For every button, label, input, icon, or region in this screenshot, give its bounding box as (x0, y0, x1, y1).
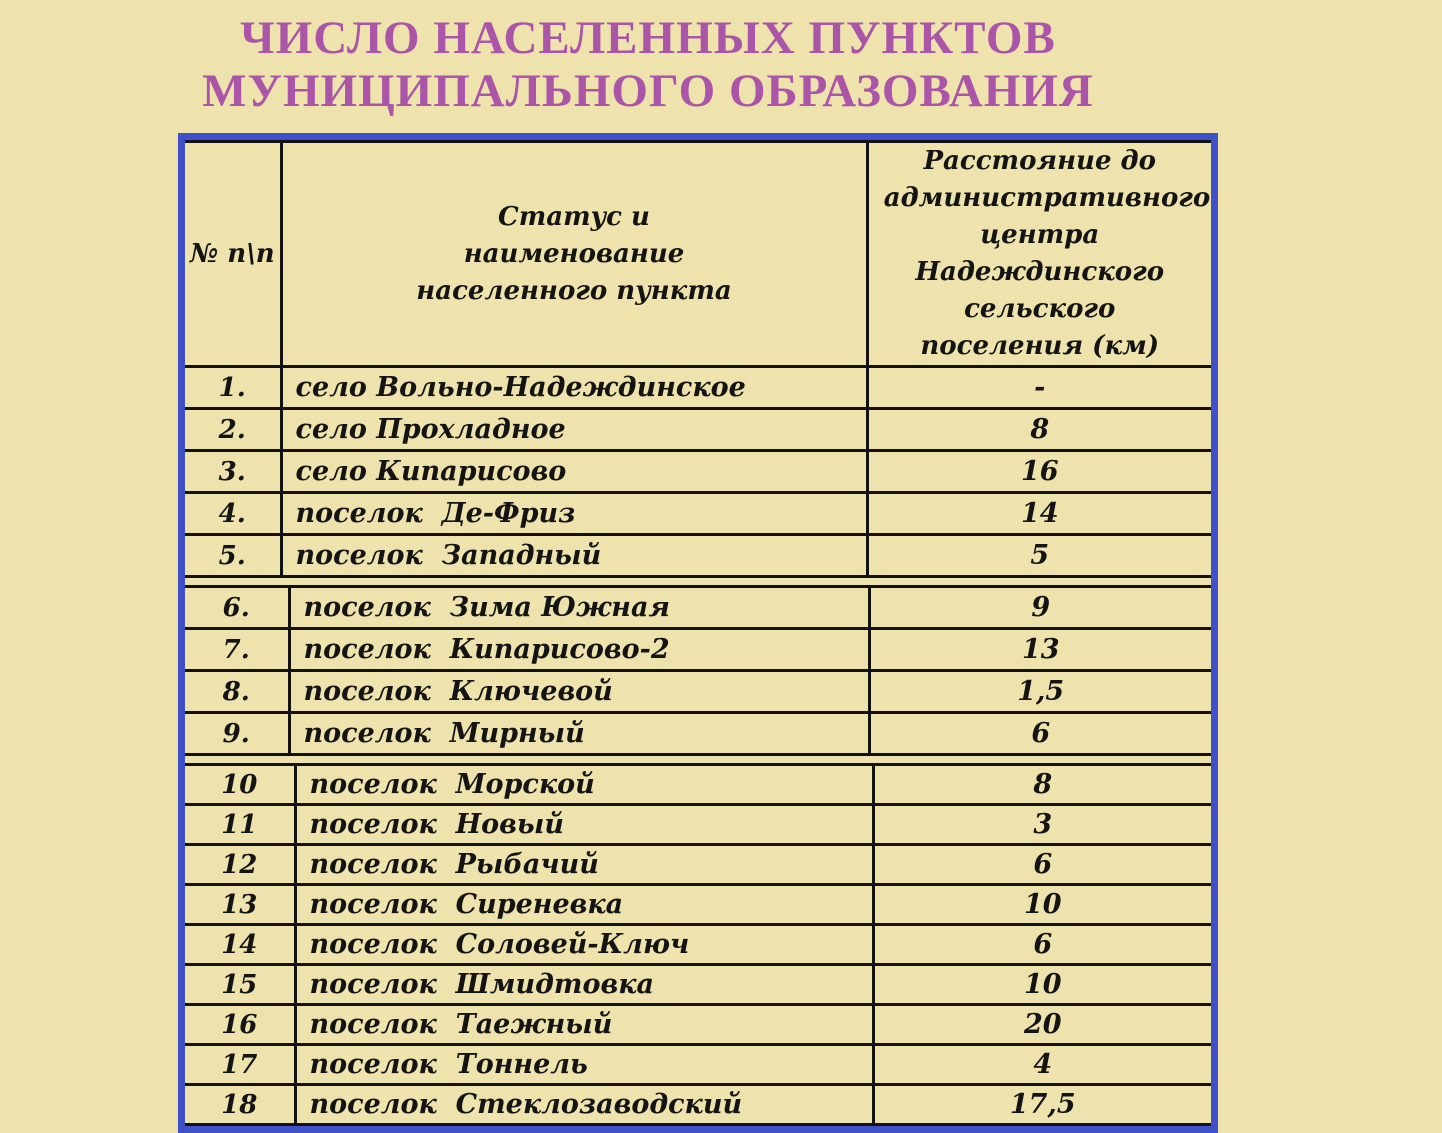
table-row (185, 629, 1211, 671)
table-row (185, 1045, 1211, 1085)
table-block-3 (185, 763, 1211, 1126)
distance-value: 9 (869, 587, 1211, 629)
table-row (185, 493, 1211, 535)
distance-value: 10 (873, 965, 1211, 1005)
column-header-number-label: № п\п (190, 238, 275, 269)
row-number: 17 (221, 1049, 258, 1080)
distance-value: 6 (873, 845, 1211, 885)
settlement-name: село Прохладное (281, 409, 867, 451)
row-number: 4. (218, 498, 246, 529)
settlement-name: поселок Западный (281, 535, 867, 577)
table-row (185, 409, 1211, 451)
table-row (185, 845, 1211, 885)
distance-value: 6 (869, 713, 1211, 755)
row-number: 15 (221, 969, 258, 1000)
settlement-name: поселок Стеклозаводский (295, 1085, 873, 1125)
settlement-name: поселок Мирный (289, 713, 869, 755)
row-number: 18 (221, 1089, 258, 1120)
row-number: 6. (222, 592, 250, 623)
settlement-name: поселок Тоннель (295, 1045, 873, 1085)
page-title (0, 12, 1296, 118)
column-header-distance (867, 142, 1211, 367)
row-number: 9. (222, 718, 250, 749)
settlement-name: поселок Морской (295, 765, 873, 805)
table-row (185, 805, 1211, 845)
settlement-name: поселок Кипарисово-2 (289, 629, 869, 671)
row-number: 2. (218, 414, 246, 445)
table-header-row (185, 142, 1211, 367)
column-header-settlement (281, 142, 867, 367)
title-line-2: МУНИЦИПАЛЬНОГО ОБРАЗОВАНИЯ (202, 65, 1094, 117)
row-number: 13 (221, 889, 258, 920)
settlement-name: поселок Рыбачий (295, 845, 873, 885)
column-header-number (185, 142, 281, 367)
row-number: 16 (221, 1009, 258, 1040)
distance-value: 8 (867, 409, 1211, 451)
distance-value: 3 (873, 805, 1211, 845)
settlement-name: село Вольно-Надеждинское (281, 367, 867, 409)
settlement-name: поселок Шмидтовка (295, 965, 873, 1005)
table-row (185, 671, 1211, 713)
settlements-table (178, 133, 1218, 1133)
distance-value: 13 (869, 629, 1211, 671)
settlement-name: поселок Таежный (295, 1005, 873, 1045)
row-number: 1. (218, 372, 246, 403)
table-block-1 (185, 140, 1211, 578)
settlement-name: поселок Зима Южная (289, 587, 869, 629)
settlement-name: поселок Де-Фриз (281, 493, 867, 535)
row-number: 5. (218, 540, 246, 571)
row-number: 8. (222, 676, 250, 707)
row-number: 14 (221, 929, 258, 960)
distance-value: 4 (873, 1045, 1211, 1085)
distance-value: - (867, 367, 1211, 409)
distance-value: 1,5 (869, 671, 1211, 713)
column-header-distance-label: Расстояние до административного центра Надеждинского сельского поселения (км) (883, 146, 1211, 361)
distance-value: 14 (867, 493, 1211, 535)
settlement-name: поселок Сиреневка (295, 885, 873, 925)
row-number: 12 (221, 849, 258, 880)
row-number: 11 (221, 809, 258, 840)
table-row (185, 1085, 1211, 1125)
distance-value: 20 (873, 1005, 1211, 1045)
distance-value: 5 (867, 535, 1211, 577)
settlement-name: поселок Новый (295, 805, 873, 845)
table-row (185, 965, 1211, 1005)
table-row (185, 1005, 1211, 1045)
distance-value: 10 (873, 885, 1211, 925)
distance-value: 17,5 (873, 1085, 1211, 1125)
distance-value: 6 (873, 925, 1211, 965)
distance-value: 8 (873, 765, 1211, 805)
distance-value: 16 (867, 451, 1211, 493)
settlement-name: поселок Ключевой (289, 671, 869, 713)
column-header-settlement-label: Статус и наименование населенного пункта (416, 201, 732, 306)
settlement-name: поселок Соловей-Ключ (295, 925, 873, 965)
table-row (185, 451, 1211, 493)
table-row (185, 925, 1211, 965)
table-row (185, 765, 1211, 805)
row-number: 3. (218, 456, 246, 487)
row-number: 7. (222, 634, 250, 665)
row-number: 10 (221, 769, 258, 800)
title-line-1: ЧИСЛО НАСЕЛЕННЫХ ПУНКТОВ (240, 12, 1056, 64)
table-row (185, 587, 1211, 629)
table-row (185, 367, 1211, 409)
table-row (185, 885, 1211, 925)
table-block-2 (185, 585, 1211, 756)
table-row (185, 535, 1211, 577)
settlement-name: село Кипарисово (281, 451, 867, 493)
table-row (185, 713, 1211, 755)
